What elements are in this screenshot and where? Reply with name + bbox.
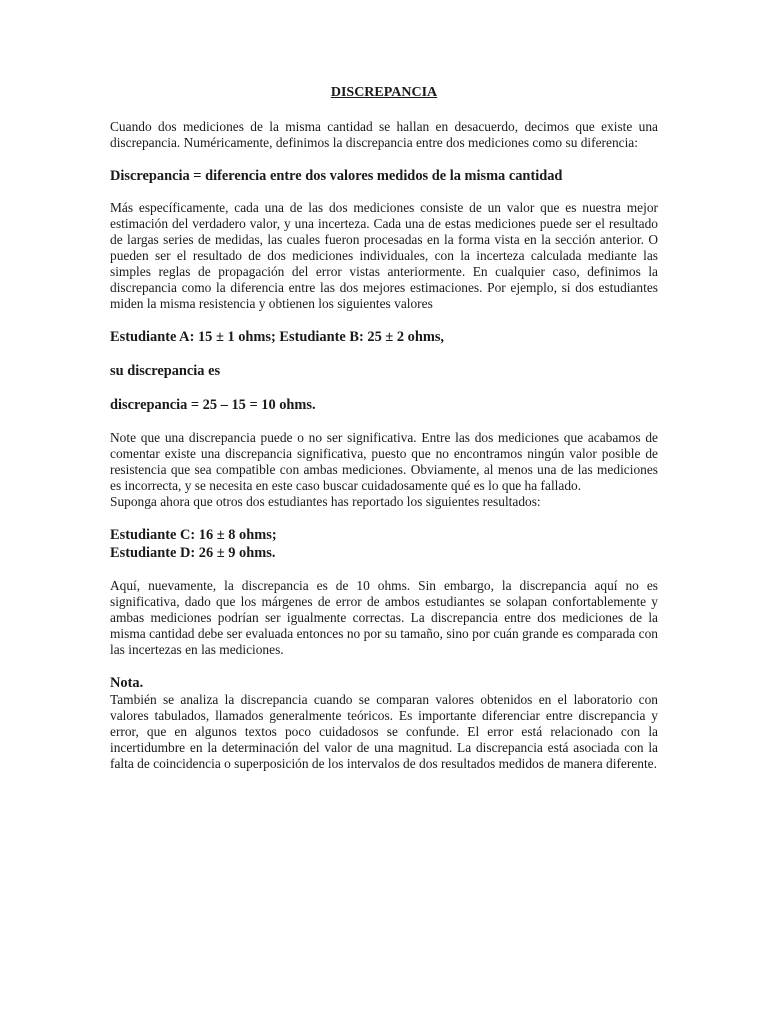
nota-paragraph: También se analiza la discrepancia cuando se comparan valores obtenidos en el laboratorio con valores tabulados, llamados generalmente teóricos. Es importante diferenciar entre discrepancia y error, que en algunos textos poco cuidadosos se confunde. El error está relacionado con la incertidumbre en la determinación del valor de una magnitud. La discrepancia está asociada con la falta de coincidencia o superposición de los intervalos de dos resultados medidos de manera diferente. <box>110 692 658 771</box>
paragraph-specifics: Más específicamente, cada una de las dos mediciones consiste de un valor que es nuestra mejor estimación del verdadero valor, y una incerteza. Cada una de estas mediciones puede ser el resultado de largas series de medidas, las cuales fueron procesadas en la forma vista en la sección anterior. O pueden ser el resultado de dos mediciones individuales, con la incerteza calculada mediante las simples reglas de propagación del error vistas anteriormente. En cualquier caso, definimos la discrepancia como la diferencia entre las dos mejores estimaciones. Por ejemplo, si dos estudiantes miden la misma resistencia y obtienen los siguientes valores <box>110 200 658 311</box>
paragraph-not-significant: Aquí, nuevamente, la discrepancia es de 10 ohms. Sin embargo, la discrepancia aquí no es significativa, dado que los márgenes de error de ambos estudiantes se solapan confortablemente y ambas mediciones podrían ser igualmente correctas. La discrepancia entre dos mediciones de la misma cantidad debe ser evaluada entonces no por su tamaño, sino por cuán grande es comparada con las incertezas en las mediciones. <box>110 578 658 657</box>
paragraph-new-results: Suponga ahora que otros dos estudiantes has reportado los siguientes resultados: <box>110 494 541 509</box>
document-body <box>110 84 658 772</box>
discrepancy-calculation: discrepancia = 25 – 15 = 10 ohms. <box>110 397 316 413</box>
nota-heading: Nota. <box>110 675 144 691</box>
student-d-value: Estudiante D: 26 ± 9 ohms. <box>110 545 276 561</box>
document-title: DISCREPANCIA <box>330 85 438 100</box>
su-discrepancia-label: su discrepancia es <box>110 363 221 379</box>
intro-paragraph: Cuando dos mediciones de la misma cantidad se hallan en desacuerdo, decimos que existe una discrepancia. Numéricamente, definimos la discrepancia entre dos mediciones como su diferencia: <box>110 119 658 150</box>
student-c-value: Estudiante C: 16 ± 8 ohms; <box>110 527 277 543</box>
definition-heading: Discrepancia = diferencia entre dos valores medidos de la misma cantidad <box>110 168 563 184</box>
students-ab-values: Estudiante A: 15 ± 1 ohms; Estudiante B: 25 ± 2 ohms, <box>110 329 445 345</box>
paragraph-significance: Note que una discrepancia puede o no ser significativa. Entre las dos mediciones que acabamos de comentar existe una discrepancia significativa, puesto que no encontramos ningún valor posible de resistencia que sea compatible con ambas mediciones. Obviamente, al menos una de las mediciones es incorrecta, y se necesita en este caso buscar cuidadosamente qué es lo que ha fallado. <box>110 430 658 493</box>
